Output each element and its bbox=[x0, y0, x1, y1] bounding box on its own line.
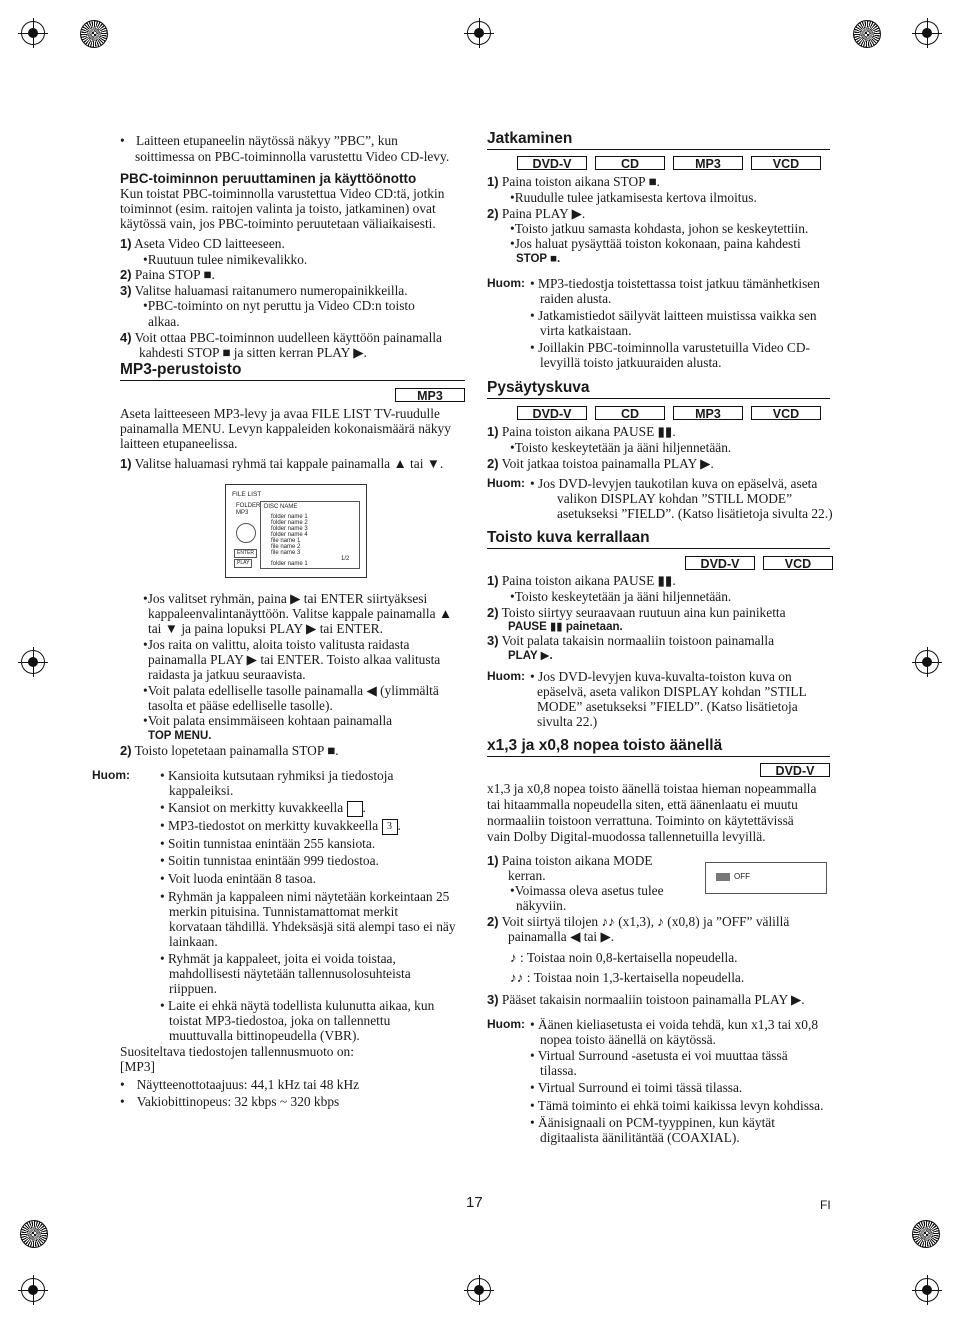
tag-mp3: MP3 bbox=[673, 406, 743, 420]
pys-step-1: 1) Paina toiston aikana PAUSE ▮▮. bbox=[487, 424, 676, 439]
jat-huom-2-line1: • Jatkamistiedot säilyvät laitteen muistissa vaikka sen bbox=[530, 308, 817, 323]
osd-mode-display bbox=[705, 862, 827, 894]
tk-huom-label: Huom: bbox=[487, 669, 525, 683]
x13-huom-5-line2: digitaalista äänilitäntää (COAXIAL). bbox=[540, 1130, 740, 1145]
tk-step-3: 3) Voit palata takaisin normaaliin toistoon painamalla bbox=[487, 633, 775, 648]
format-bullet-2: • Vakiobittinopeus: 32 kbps ~ 320 kbps bbox=[120, 1094, 340, 1109]
pys-huom-line2: valikon DISPLAY kohdan ”STILL MODE” bbox=[557, 491, 793, 506]
pbc-step-3: 3) Valitse haluamasi raitanumero numeropainikkeilla. bbox=[120, 283, 408, 298]
pysaytyskuva-tags bbox=[517, 406, 821, 420]
pbc-text-line2: toiminnot (esim. raitojen valinta ja toisto, jatkaminen) ovat bbox=[120, 201, 436, 216]
pbc-step-4-line2: kahdesti STOP ■ ja sitten kerran PLAY ▶. bbox=[139, 345, 367, 360]
jat-step-2-sub-1: •Toisto jatkuu samasta kohdasta, johon se keskeytettiin. bbox=[510, 221, 809, 236]
huom-8-line1: • Ryhmät ja kappaleet, joita ei voida toistaa, bbox=[160, 951, 396, 966]
mp3-bullet-4-line2: TOP MENU. bbox=[148, 730, 212, 742]
mp3-text-line2: painamalla MENU. Levyn kappaleiden kokonaismäärä näkyy bbox=[120, 421, 451, 436]
mp3-text-line1: Aseta laitteeseen MP3-levy ja avaa FILE LIST TV-ruudulle bbox=[120, 406, 440, 421]
folder-icon bbox=[347, 801, 363, 817]
tk-step-1-sub: •Toisto keskeytetään ja ääni hiljennetään. bbox=[510, 589, 732, 604]
huom-8-line3: riippuen. bbox=[169, 981, 217, 996]
pbc-step-1: 1) Aseta Video CD laitteeseen. bbox=[120, 236, 285, 251]
file-item-6: file name 2 bbox=[271, 544, 301, 550]
jat-huom-3-line1: • Joillakin PBC-toiminnolla varustetuilla Video CD- bbox=[530, 340, 810, 355]
bottom-item: folder name 1 bbox=[271, 561, 308, 567]
huom-6: • Voit luoda enintään 8 tasoa. bbox=[160, 871, 316, 886]
x13-heading: x1,3 ja x0,8 nopea toisto äänellä bbox=[487, 737, 723, 754]
x13-step-2-line2: painamalla ◀ tai ▶. bbox=[508, 929, 615, 944]
color-burst-mark-bottom-right bbox=[912, 1220, 940, 1248]
file-item-7: file name 3 bbox=[271, 550, 301, 556]
tk-huom-line4: sivulta 22.) bbox=[537, 714, 598, 729]
jat-step-1: 1) Paina toiston aikana STOP ■. bbox=[487, 174, 660, 189]
tk-step-3-line2: PLAY ▶. bbox=[508, 650, 553, 662]
huom-9-line2: toistat MP3-tiedostoa, joka on tallennettu bbox=[169, 1013, 391, 1028]
mp3-bullet-2-line3: raidasta ja jatkuu seuraavista. bbox=[148, 667, 306, 682]
huom-7-line3: korvataan tähdillä. Yhdeksäsjä sitä alempi taso ei näy bbox=[169, 919, 456, 934]
pys-step-1-sub: •Toisto keskeytetään ja ääni hiljennetään. bbox=[510, 440, 732, 455]
tag-cd: CD bbox=[595, 156, 665, 170]
tag-mp3: MP3 bbox=[673, 156, 743, 170]
pys-huom-line3: asetukseksi ”FIELD”. (Katso lisätietoja sivulta 22.) bbox=[557, 506, 833, 521]
mp3-tag: MP3 bbox=[395, 388, 465, 402]
huom-5: • Soitin tunnistaa enintään 999 tiedostoa. bbox=[160, 853, 379, 868]
jatkaminen-tags bbox=[517, 156, 821, 170]
jat-huom-label: Huom: bbox=[487, 276, 525, 290]
disc-name: DISC NAME bbox=[264, 504, 298, 510]
color-burst-mark-top-left bbox=[80, 20, 108, 48]
registration-mark-mid-right bbox=[912, 647, 942, 677]
huom-2: • Kansiot on merkitty kuvakkeella . bbox=[160, 800, 366, 815]
huom-9-line3: muuttuvalla bittinopeudella (VBR). bbox=[169, 1028, 360, 1043]
x13-step-1: 1) Paina toiston aikana MODE bbox=[487, 853, 653, 868]
tk-huom-line2: epäselvä, aseta valikon DISPLAY kohdan ”STILL bbox=[537, 684, 807, 699]
jatkaminen-heading: Jatkaminen bbox=[487, 130, 573, 147]
tk-step-2: 2) Toisto siirtyy seuraavaan ruutuun aina kun painiketta bbox=[487, 605, 786, 620]
file-list-title: FILE LIST bbox=[232, 491, 262, 498]
x13-text-line4: vain Dolby Digital-muodossa tallennetuilla levyillä. bbox=[487, 829, 766, 844]
pbc-step-1-sub: •Ruutuun tulee nimikevalikko. bbox=[143, 252, 308, 267]
registration-mark-top-left bbox=[18, 18, 48, 48]
pys-huom-line1: • Jos DVD-levyjen taukotilan kuva on epäselvä, aseta bbox=[530, 476, 818, 491]
mp3-label: MP3 bbox=[236, 510, 249, 516]
huom-7-line2: merkin pituisina. Tunnistamattomat merkit bbox=[169, 904, 399, 919]
x13-rule bbox=[487, 756, 830, 757]
pbc-step-2: 2) Paina STOP ■. bbox=[120, 267, 215, 282]
page-indicator: 1/2 bbox=[341, 556, 350, 562]
intro-bullet-line1: • Laitteen etupaneelin näytössä näkyy ”PBC”, kun bbox=[120, 133, 398, 148]
pbc-step-3-sub-2: alkaa. bbox=[148, 314, 180, 329]
language-code: FI bbox=[820, 1198, 831, 1212]
huom-3: • MP3-tiedostot on merkitty kuvakkeella 3 . bbox=[160, 818, 401, 833]
color-burst-mark-bottom-left bbox=[20, 1220, 48, 1248]
huom-7-line1: • Ryhmän ja kappaleen nimi näytetään korkeintaan 25 bbox=[160, 889, 450, 904]
formats-line2: [MP3] bbox=[120, 1059, 155, 1074]
tag-vcd: VCD bbox=[751, 406, 821, 420]
tk-step-2-line2: PAUSE ▮▮ painetaan. bbox=[508, 621, 623, 633]
tag-dvd-v: DVD-V bbox=[517, 156, 587, 170]
x13-huom-5-line1: • Äänisignaali on PCM-tyyppinen, kun käytät bbox=[530, 1115, 775, 1130]
file-item-4: folder name 4 bbox=[271, 532, 308, 538]
registration-mark-top-center bbox=[464, 18, 494, 48]
mp3-step-1: 1) Valitse haluamasi ryhmä tai kappale painamalla ▲ tai ▼. bbox=[120, 456, 444, 471]
formats-line1: Suositeltava tiedostojen tallennusmuoto on: bbox=[120, 1044, 354, 1059]
jat-huom-2-line2: virta katkaistaan. bbox=[540, 323, 632, 338]
registration-mark-bottom-center bbox=[464, 1275, 494, 1305]
jatkaminen-rule bbox=[487, 149, 830, 150]
huom-9-line1: • Laite ei ehkä näytä todellista kulunutta aikaa, kun bbox=[160, 998, 435, 1013]
huom-7-line4: lainkaan. bbox=[169, 934, 218, 949]
toisto-kuva-tags bbox=[685, 556, 833, 570]
huom-8-line2: mahdollisesti näytetään tallennusolosuhteista bbox=[169, 966, 411, 981]
registration-mark-bottom-left bbox=[18, 1275, 48, 1305]
x13-legend-1: ♪ : Toistaa noin 0,8-kertaisella nopeudella. bbox=[510, 950, 738, 965]
mp3-text-line3: laitteen etupaneelissa. bbox=[120, 436, 238, 451]
x13-huom-2-line2: tilassa. bbox=[540, 1063, 577, 1078]
jat-step-1-sub: •Ruudulle tulee jatkamisesta kertova ilmoitus. bbox=[510, 190, 757, 205]
pys-step-2: 2) Voit jatkaa toistoa painamalla PLAY ▶. bbox=[487, 456, 714, 471]
folder-label: FOLDER bbox=[236, 503, 261, 509]
toisto-kuva-heading: Toisto kuva kerrallaan bbox=[487, 529, 650, 546]
enter-button-label: ENTER bbox=[234, 549, 257, 558]
mp3-step-2: 2) Toisto lopetetaan painamalla STOP ■. bbox=[120, 743, 339, 758]
x13-legend-2: ♪♪ : Toistaa noin 1,3-kertaisella nopeudella. bbox=[510, 970, 745, 985]
page-number: 17 bbox=[466, 1194, 483, 1211]
x13-huom-2-line1: • Virtual Surround -asetusta ei voi muuttaa tässä bbox=[530, 1048, 788, 1063]
mp3-bullet-1-line3: tai ▼ ja paina lopuksi PLAY ▶ tai ENTER. bbox=[148, 621, 383, 636]
tag-vcd: VCD bbox=[751, 156, 821, 170]
x13-step-1-sub-1: •Voimassa oleva asetus tulee bbox=[510, 883, 664, 898]
nav-pad-icon bbox=[236, 523, 256, 543]
pysaytyskuva-heading: Pysäytyskuva bbox=[487, 379, 590, 396]
x13-step-1-line2: kerran. bbox=[508, 868, 546, 883]
huom-1-line2: kappaleiksi. bbox=[169, 783, 234, 798]
x13-text-line2: tai hitaammalla nopeudella siten, että äänenlaatu ei muutu bbox=[487, 797, 798, 812]
mp3-bullet-2-line1: •Jos raita on valittu, aloita toisto valitusta raidasta bbox=[143, 637, 410, 652]
pysaytyskuva-rule bbox=[487, 398, 830, 399]
jat-step-2-sub-3: STOP ■. bbox=[516, 253, 561, 265]
huom-4: • Soitin tunnistaa enintään 255 kansiota. bbox=[160, 836, 376, 851]
osd-mode-value: OFF bbox=[734, 872, 750, 881]
jat-huom-3-line2: levyillä toisto jatkuuraiden alusta. bbox=[540, 355, 722, 370]
intro-bullet-line2: soittimessa on PBC-toiminnolla varustettu Video CD-levy. bbox=[135, 149, 450, 164]
pbc-heading: PBC-toiminnon peruuttaminen ja käyttöönotto bbox=[120, 171, 417, 186]
tk-huom-line1: • Jos DVD-levyjen kuva-kuvalta-toiston kuva on bbox=[530, 669, 792, 684]
x13-huom-label: Huom: bbox=[487, 1017, 525, 1031]
tk-huom-line3: MODE” asetukseksi ”FIELD”. (Katso lisätietoja bbox=[537, 699, 798, 714]
tag-dvd-v: DVD-V bbox=[685, 556, 755, 570]
tag-dvd-v: DVD-V bbox=[517, 406, 587, 420]
x13-tag-dvd-v: DVD-V bbox=[760, 763, 830, 777]
pbc-text-line3: käytössä vain, jos PBC-toiminto peruutetaan väliaikaisesti. bbox=[120, 216, 436, 231]
file-item-2: folder name 2 bbox=[271, 520, 308, 526]
jat-step-2: 2) Paina PLAY ▶. bbox=[487, 206, 586, 221]
file-item-3: folder name 3 bbox=[271, 526, 308, 532]
color-burst-mark-top-right bbox=[853, 20, 881, 48]
pbc-step-4: 4) Voit ottaa PBC-toiminnon uudelleen käyttöön painamalla bbox=[120, 330, 442, 345]
jat-step-2-sub-2: •Jos haluat pysäyttää toiston kokonaan, paina kahdesti bbox=[510, 236, 801, 251]
file-item-1: folder name 1 bbox=[271, 514, 308, 520]
jat-huom-1-line2: raiden alusta. bbox=[540, 291, 612, 306]
mp3-bullet-2-line2: painamalla PLAY ▶ tai ENTER. Toisto alkaa valitusta bbox=[148, 652, 441, 667]
huom-1-line1: • Kansioita kutsutaan ryhmiksi ja tiedostoja bbox=[160, 768, 394, 783]
format-bullet-1: • Näytteenottotaajuus: 44,1 kHz tai 48 kHz bbox=[120, 1077, 360, 1092]
x13-huom-4: • Tämä toiminto ei ehkä toimi kaikissa levyn kohdissa. bbox=[530, 1098, 824, 1113]
pbc-text-line1: Kun toistat PBC-toiminnolla varustettua Video CD:tä, jotkin bbox=[120, 186, 445, 201]
pys-huom-label: Huom: bbox=[487, 476, 525, 490]
x13-huom-3: • Virtual Surround ei toimi tässä tilassa. bbox=[530, 1080, 743, 1095]
mp3-huom-label: Huom: bbox=[92, 768, 130, 782]
mp3-bullet-1-line1: •Jos valitset ryhmän, paina ▶ tai ENTER siirtyäksesi bbox=[143, 591, 428, 606]
registration-mark-bottom-right bbox=[912, 1275, 942, 1305]
file-list-screen bbox=[225, 484, 367, 578]
mp3-bullet-4-line1: •Voit palata ensimmäiseen kohtaan painamalla bbox=[143, 713, 393, 728]
tag-vcd: VCD bbox=[763, 556, 833, 570]
file-item-5: file name 1 bbox=[271, 538, 301, 544]
mp3-bullet-3-line2: tasolta et pääse edelliselle tasolle). bbox=[148, 698, 333, 713]
toisto-kuva-rule bbox=[487, 548, 830, 549]
x13-step-2: 2) Voit siirtyä tilojen ♪♪ (x1,3), ♪ (x0,8) ja ”OFF” välillä bbox=[487, 914, 790, 929]
x13-text-line3: normaaliin toistoon verrattuna. Toiminto on käytettävissä bbox=[487, 813, 794, 828]
mp3-bullet-3-line1: •Voit palata edelliselle tasolle painamalla ◀ (ylimmältä bbox=[143, 683, 439, 698]
x13-huom-1-line2: nopea toisto äänellä on käytössä. bbox=[540, 1032, 716, 1047]
jat-huom-1-line1: • MP3-tiedostja toistettassa toist jatkuu tämänhetkisen bbox=[530, 276, 820, 291]
x13-step-3: 3) Pääset takaisin normaaliin toistoon painamalla PLAY ▶. bbox=[487, 992, 805, 1007]
mp3-heading: MP3-perustoisto bbox=[120, 361, 242, 378]
play-button-label: PLAY bbox=[234, 559, 252, 568]
registration-mark-top-right bbox=[912, 18, 942, 48]
registration-mark-mid-left bbox=[18, 647, 48, 677]
mp3-file-icon: 3 bbox=[382, 819, 398, 835]
x13-step-1-sub-2: näkyviin. bbox=[516, 898, 567, 913]
tag-cd: CD bbox=[595, 406, 665, 420]
pbc-step-3-sub-1: •PBC-toiminto on nyt peruttu ja Video CD:n toisto bbox=[143, 298, 415, 313]
disc-name-panel bbox=[260, 501, 360, 569]
x13-text-line1: x1,3 ja x0,8 nopea toisto äänellä toistaa hieman nopeammalla bbox=[487, 781, 817, 796]
osd-mode-icon bbox=[716, 873, 730, 881]
mp3-bullet-1-line2: kappaleenvalintanäyttöön. Valitse kappale painamalla ▲ bbox=[148, 606, 453, 621]
mp3-heading-rule bbox=[120, 380, 465, 381]
x13-huom-1-line1: • Äänen kieliasetusta ei voida tehdä, kun x1,3 tai x0,8 bbox=[530, 1017, 819, 1032]
tk-step-1: 1) Paina toiston aikana PAUSE ▮▮. bbox=[487, 573, 676, 588]
